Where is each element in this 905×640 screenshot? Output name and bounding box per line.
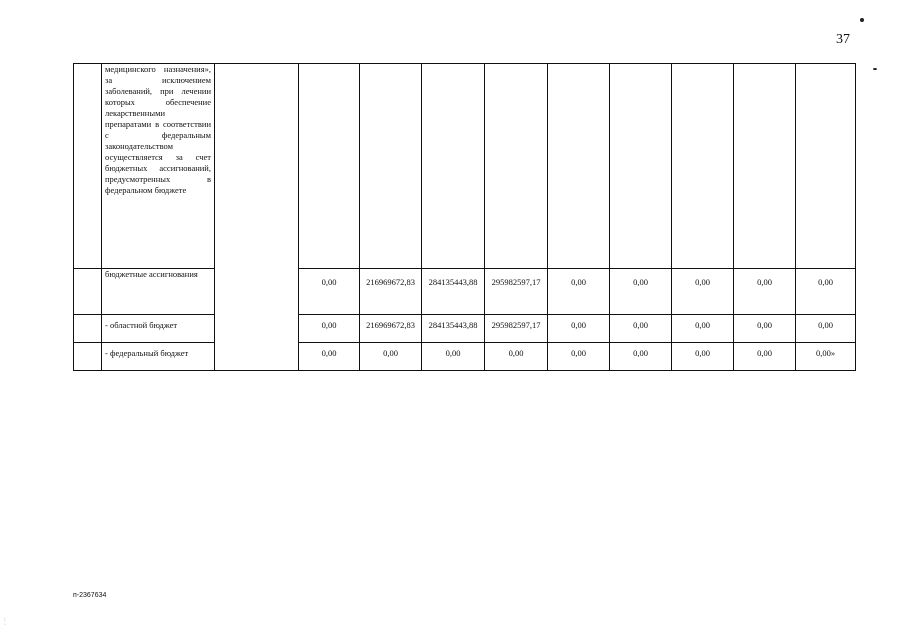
value-cell: 0,00 — [299, 315, 360, 343]
value-cell: 0,00 — [548, 315, 610, 343]
value-cell: 0,00 — [485, 343, 548, 371]
value-cell: 0,00 — [796, 269, 856, 315]
value-cell: 0,00 — [610, 343, 672, 371]
value-cell: 0,00 — [299, 343, 360, 371]
value-cell: 0,00 — [548, 269, 610, 315]
value-cell: 0,00 — [796, 315, 856, 343]
value-cell: 0,00 — [734, 315, 796, 343]
scan-speck — [860, 18, 864, 22]
value-cell: 0,00 — [299, 269, 360, 315]
value-cell: 284135443,88 — [422, 315, 485, 343]
value-cell: 0,00 — [672, 315, 734, 343]
value-cell: 0,00 — [610, 315, 672, 343]
row-label: - областной бюджет — [102, 315, 215, 343]
description-cell: медицинского назначения», за исключением заболеваний, при лечении которых обеспечение лекарственными препаратами в соответствии с федеральным законодательством осуществляется за счет бюджетных ассигнований, предусмотренных в федеральном бюджете — [102, 64, 215, 269]
value-cell: 0,00 — [734, 269, 796, 315]
value-cell: 295982597,17 — [485, 315, 548, 343]
index-cell — [74, 64, 102, 269]
value-cell: 0,00 — [610, 269, 672, 315]
value-cell: 0,00 — [360, 343, 422, 371]
table-row — [74, 343, 856, 371]
table-row — [74, 269, 856, 315]
executor-cell — [215, 64, 299, 371]
value-cell: 0,00 — [672, 269, 734, 315]
value-cell: 0,00» — [796, 343, 856, 371]
row-label: бюджетные ассигнования — [102, 269, 215, 315]
page-number: 37 — [836, 32, 850, 47]
value-cell: 216969672,83 — [360, 269, 422, 315]
value-cell: 0,00 — [548, 343, 610, 371]
document-code: п-2367634 — [73, 592, 107, 599]
row-label: - федеральный бюджет — [102, 343, 215, 371]
table-row — [74, 315, 856, 343]
budget-table — [73, 63, 856, 371]
value-cell: 216969672,83 — [360, 315, 422, 343]
value-cell: 0,00 — [672, 343, 734, 371]
value-cell: 284135443,88 — [422, 269, 485, 315]
scan-edge-marks: : · — [4, 617, 6, 628]
scan-speck — [873, 68, 877, 70]
value-cell: 0,00 — [734, 343, 796, 371]
table-row-description — [74, 64, 856, 269]
value-cell: 0,00 — [422, 343, 485, 371]
value-cell: 295982597,17 — [485, 269, 548, 315]
